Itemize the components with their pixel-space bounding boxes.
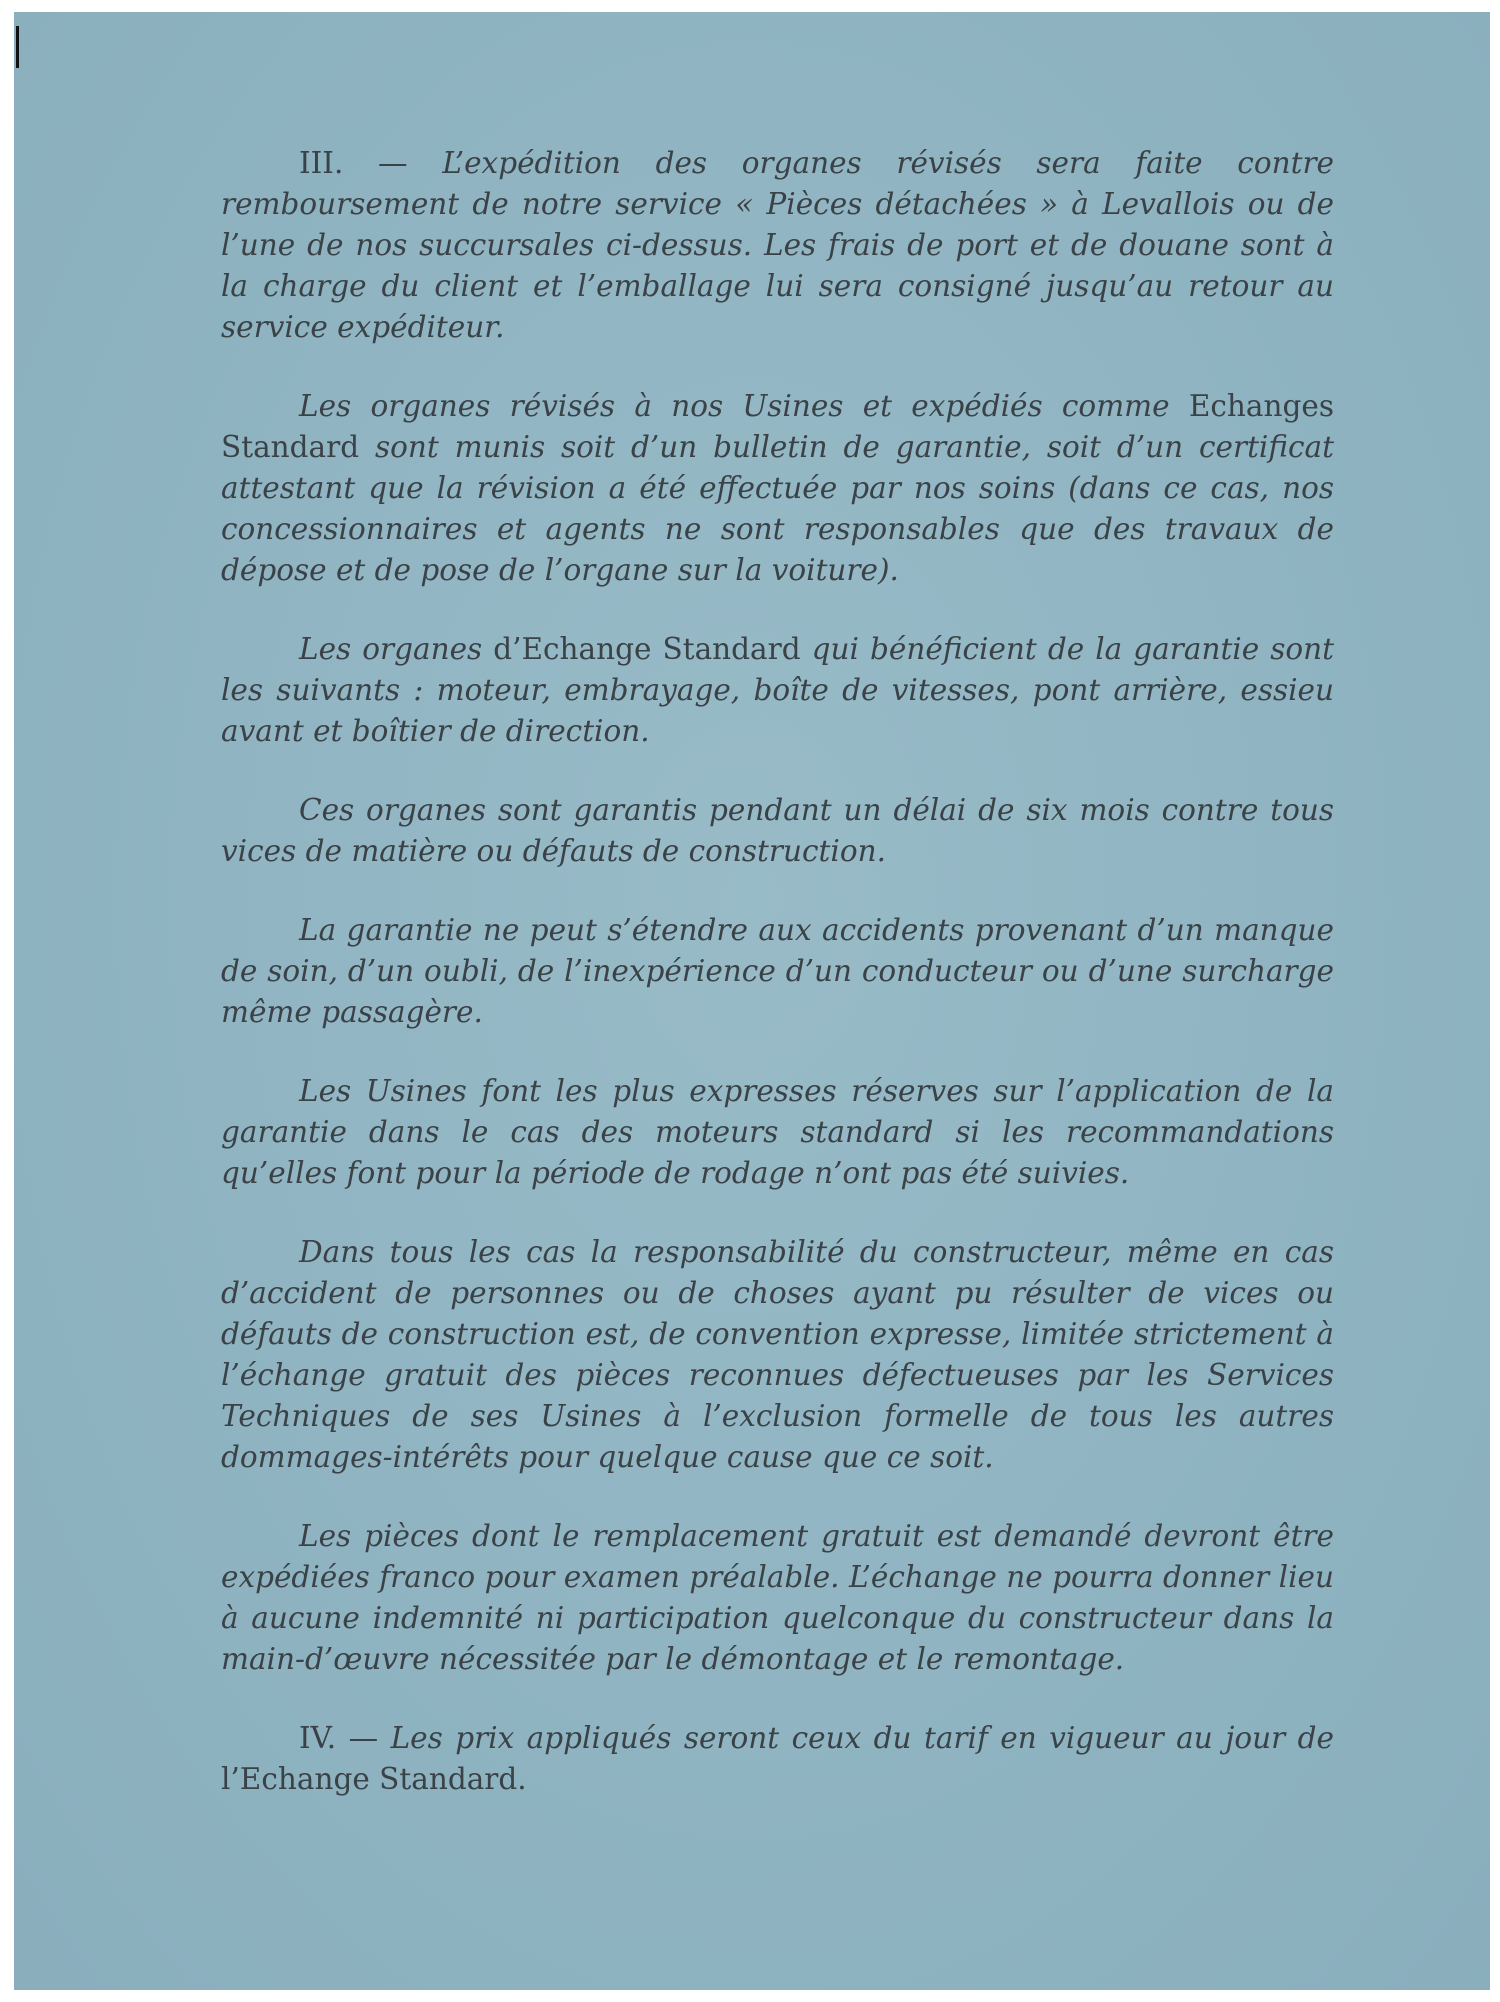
paragraph-section-iii [221,143,1334,348]
paragraph-section-iv [221,1718,1334,1800]
paragraph-text: sont munis soit d’un bulletin de garantie, soit d’un certificat attestant que la révision a été effectuée par nos soins (dans ce cas, nos concessionnaires et agents ne sont responsables que des travaux de dépose et de pose de l’organe sur la voiture). [221,430,1334,587]
paragraph-text: Les organes révisés à nos Usines et expédiés comme [299,389,1189,423]
paragraph-garantis [221,790,1334,872]
paragraph-organes-echange [221,629,1334,752]
paragraph-text: Les prix appliqués seront ceux du tarif en vigueur au jour de [390,1721,1334,1755]
paragraph-text-upright: d’Echange Standard [493,632,801,666]
paragraph-pieces-remplacement [221,1516,1334,1680]
paragraph-text-upright: l’Echange Standard. [221,1762,527,1796]
scan-edge-mark [16,26,19,68]
document-body [221,143,1334,1838]
paragraph-usines-reserves [221,1071,1334,1194]
paragraph-text: Les organes [299,632,494,666]
section-number: III. — [299,146,443,180]
paragraph-text: qui bénéficient de la garantie sont les suivants : moteur, embrayage, boîte de vitesses, pont arrière, essieu avant et boîtier de direction. [221,632,1334,748]
paragraph-text: Les pièces dont le remplacement gratuit est demandé devront être expédiées franco pour examen préalable. L’échange ne pourra donner lieu à aucune indemnité ni participation quelconque du constructeur dans la main-d’œuvre nécessitée par le démontage et le remontage. [221,1519,1334,1676]
paragraph-text: Les Usines font les plus expresses réserves sur l’application de la garantie dans le cas des moteurs standard si les recommandations qu’elles font pour la période de rodage n’ont pas été suivies. [221,1074,1334,1190]
paragraph-text-upright: Echanges Standard [221,389,1334,464]
paragraph-organes-revises [221,386,1334,591]
paragraph-text: La garantie ne peut s’étendre aux accidents provenant d’un manque de soin, d’un oubli, de l’inexpérience d’un conducteur ou d’une surcharge même passagère. [221,913,1334,1029]
paragraph-responsabilite [221,1232,1334,1478]
document-page [14,12,1490,1990]
section-number: IV. — [299,1721,391,1755]
paragraph-text: Ces organes sont garantis pendant un délai de six mois contre tous vices de matière ou défauts de construction. [221,793,1334,868]
paragraph-text: Dans tous les cas la responsabilité du constructeur, même en cas d’accident de personnes ou de choses ayant pu résulter de vices ou défauts de construction est, de convention expresse, limitée strictement à l’échange gratuit des pièces reconnues défectueuses par les Services Techniques de ses Usines à l’exclusion formelle de tous les autres dommages-intérêts pour quelque cause que ce soit. [221,1235,1334,1474]
paragraph-garantie-accidents [221,910,1334,1033]
paragraph-text: L’expédition des organes révisés sera faite contre remboursement de notre service « Pièces détachées » à Levallois ou de l’une de nos succursales ci-dessus. Les frais de port et de douane sont à la charge du client et l’emballage lui sera consigné jusqu’au retour au service expéditeur. [221,146,1335,344]
